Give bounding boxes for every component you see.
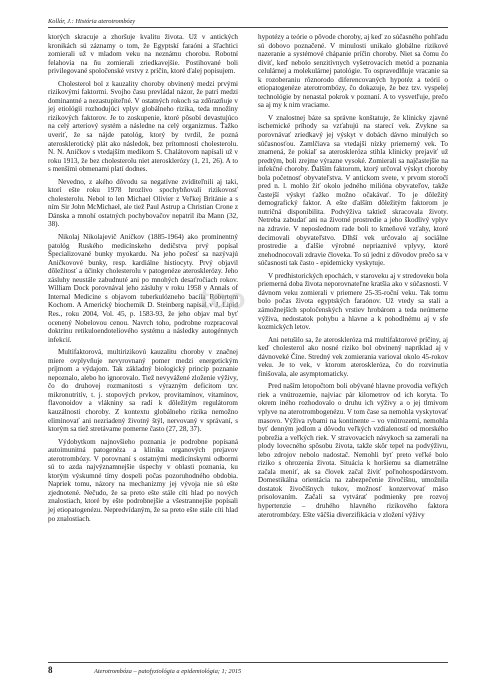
footer-rule — [48, 662, 448, 663]
paragraph: Nevedno, z akého dôvodu sa negatívne zviditeľnili aj taki, ktorí ešte roku 1978 hrozlivo spochybňovali rizikovosť cholesterolu. Nebol to len Michael Olivier z Veľkej Británie a s ním Sir John McMichael, ale tiež Paul Astrup a Christian Crone z Dánska a mnohí ostatných pochybovačov nepatril iba Mann (32, 38). — [48, 177, 238, 229]
paragraph: ktorých skracuje a zhoršuje kvalitu života. Už v antických kronikách sú záznamy o tom, že Egyptskí faraóni a šľachtici zomierali už v mladom veku na neznámu chorobu. Robotní felahovia na ňu zomierali zriedkavejšie. Postihované boli privilegované spoločenské vrstvy z príčin, ktoré ďalej popisujem. — [48, 33, 238, 76]
header-rule — [48, 27, 448, 28]
journal-footer: Aterotrombóza – patofyziológia a epidemiológia; 1; 2015 — [94, 668, 242, 675]
right-column — [258, 33, 448, 519]
paragraph: Multifaktorová, multirizikovú kauzalitu choroby v značnej miere ovplyvňuje nevyrovnaný pomer medzi energetickým príjmom a výdajom. Tak základný biologický princíp poznanie nepoznalo, alebo ho ignorovalo. Tiež nevyvážené zloženie výživy, čo do druhovej rozmanitosti s výrazným deficitom tzv. mikronutritív, t. j. stopových prvkov, provitamínov, vitamínov, flavonoidov a vlákniny sa radí k dôležitým regulátorom kauzálnosti choroby. Z kontextu globálneho rizika nemožno eliminovať ani nezriadený životný štýl, nervovaný v správaní, s ktorým sa tiež stretávame pomerne často (27, 28, 37). — [48, 348, 238, 434]
paragraph: Pred naším letopočtom boli obývané hlavne provodia veľkých riek a vnútrozemie, najviac pár kilometrov od ich koryta. To okrem iného rozhodovalo o druhu ich výživy a o jej tlmivom vplyve na aterotrombogenézu. V tom čase sa nemohla vyskytovať masovo. Výživa rybami na kontinente – vo vnútrozemí, nemohla byť denným jedlom a dôvodu veľkých vzdialeností od morského pobrežia a veľkých riek. V stravovacích návykoch sa zamerali na plody lovecného spôsobu života, takže skôr tepel na podvýživu, lebo zdrojov nebolo nadostač. Nemohli byť preto veľké bolo riziko s ohrozenia života. Situácia k horšiemu sa diametrálne začala meniť, ak sa človek začal živiť poľnohospodárstvom. Domestikálna orientácia na zabezpečenie živočíšnu, umožnila dostatok živočíšnych tukov, možnosť konzervovať mäso prisolovaním. Začali sa vytvárať podmienky pre rozvoj hypertenzie – druhého hlavného rizikového faktora aterotrombózy. Ešte väčšia diverzifikácia v zložení výživy — [258, 382, 448, 519]
left-column — [48, 33, 238, 523]
running-header: Kollár, J.: História aterotrombózy — [48, 18, 136, 25]
paragraph: Cholesterol bol z kauzality choroby obvinený medzi prvými rizikovými faktormi. Svojho času prevládal názor, že patrí medzi dominantné a nezastupiteľné. V ostatných rokoch sa zdôrazňuje v jej etiológii rozhodujúci vplyv globálneho rizika, teda množiny rizikových faktorov. Je to zoskupenie, ktoré pôsobí devastujúco na celý arteriový systém a následne na celý organizmus. Ťažko uveriť, že sa nájde patológ, ktorý by tvrdil, že pozná aterosklerotický plát ako následok, bez prítomnosti cholesterolu. N. N. Aničkov s vtedajším medikom S. Chalátovom napísali už v roku 1913, že bez cholesterolu niet aterosklerózy (1, 21, 26). A to s menšími obmenami platí dodnes. — [48, 79, 238, 174]
paragraph: V predhistorických epochách, v staroveku aj v stredoveku bola priemerná doba života neporovnateľne kratšia ako v súčasnosti. V dávnom veku zomierali v priemere 25-35-roční veku. Tak tomu bolo počas života egyptských faraónov. Už vtedy sa stali a zámožnejších spoločenských vrstiev hrobárom a teda neúmerne výživa, nedostatok pohybu a hlavne a k pohodlnému aj v sfe kozmických letov. — [258, 271, 448, 332]
paragraph: Výdobytkom najnovšieho poznania je podrobne popísaná autoimunitná patogenéza a klinika organových prejavov aterotrombózy. V porovnaní s ostatnými medicínskymi odbormi sú to azda najvýznamnejšie úspechy v oblasti poznania, ku ktorým výskumné tímy dospeli počas pozoruhodného obdobia. Napriek tomu, názory na mechanizmy jej vývoja nie sú ešte zjednotené. Nečudo, že sa preto ešte stále cíti hlad po nových znalostiach, ktoré by ešte podrobnejšie a všestrannejšie popísali jej etiopatogenézu. Nepredvídaným, že sa preto ešte stále cíti hlad po znalostiach. — [48, 437, 238, 523]
paragraph: Nikolaj Nikolajevič Aničkov (1885-1964) ako prominentný patológ Ruského medicínskeho dedičstva prvý popísal Špecializované bunky myokardu. Na jeho počesť sa nazývajú Aničkovové bunky, resp. kardiálne histiocyty. Prvý objavil dôležitosť a účinky cholesterolu v patogenéze aterosklerózy. Jeho zásluhy neustále zabudnuté ani po mnohých desaťročiach rokov. William Dock porovnával jeho zásluhy v roku 1958 v Annals of Internal Medicine s objavom tuberkulózneho bacila Robertom Kochom. A Americký biochemik D. Steinberg napísal v J. Lipid Res., roku 2004, Vol. 45, p. 1583-93, že jeho objav mal byť ocenený Nobelovou cenou. Navrch toho, podrobne rozpracoval doktrínu retikuloendoteliového systému a následky autogénnych infekcií. — [48, 233, 238, 344]
watermark: too — [200, 283, 247, 314]
page-number: 8 — [48, 665, 53, 675]
paragraph: hypotézy a teórie o pôvode choroby, aj keď zo súčasného pohľadu sú dobovo poznačené. V minulosti unikalo globálne rizikové nazeranie a systémové chápanie príčin choroby. Niet sa čomu čo diviť, keď nebolo senzitívnych vyšetrovacích metód a poznania celulárnej a molekulárnej patológie. To ospravedlňuje vracanie sa k rozoberaniu rôznorodo diferencovaných hypotéz a teórií o etiopatogenéze aterotrombózy, čo dokazuje, že bez tzv. vyspelej technológie by nenastal pokrok v poznaní. A to vysvetľuje, prečo sa aj my k nim vraciame. — [258, 33, 448, 110]
paragraph: V znalostnej báze sa správne konštatuje, že klinicky zjavné ischemické príhody sa vzťahujú na starecí vek. Zvykne sa porovnávať zriedkavý jej výskyt v dobách dávno minulých so súčasnosťou. Zamlčiava sa vtedajší nízky priemerný vek. To znamená, že pokiaľ sa ateroskleróza stihla klinicky prejaviť už predtým, boli zrejme výrazne vysoké. Zomierali sa najčastejšie na infekčné choroby. Ďalším faktorom, ktorý určoval výskyt choroby bola početnosť obyvateľstva. V antickom svete, v prvom storočí pred n. l. mohlo žiť okolo jedného milióna obyvateľov, takže častejší výskyt ťažko možno očakávať. To je dôležitý demografický faktor. A ešte ďalším dôležitým faktorom je nutričná disponibilita. Podvýživa taktiež skracovala životy. Netreba zabudať ani na životné prostredie a jeho škodlivý vplyv na zdravie. V neposlednom rade boli to kmeňové vzťahy, ktoré decimovali obyvateľstvo. Dlhší vek určovalo aj sociálne prostredie a ďalšie výrobné nepriaznivé vplyvy, ktoré znehodnocovali zdravie človeka. To sú jedni z dôvodov prečo sa v súčasnosti tak často - epidemicky vyskytuje. — [258, 113, 448, 268]
paragraph: Ani netušilo sa, že ateroskleróza má multifaktorové príčiny, aj keď cholesterol ako nosné riziko bol obvinený napríklad aj v dávnoveké Číne. Stredný vek zomierania varioval okolo 45-rokov veku. Je to vek, v ktorom ateroskleróza, čo do rozvinutia finišovala, ale asymptomaticky. — [258, 335, 448, 378]
